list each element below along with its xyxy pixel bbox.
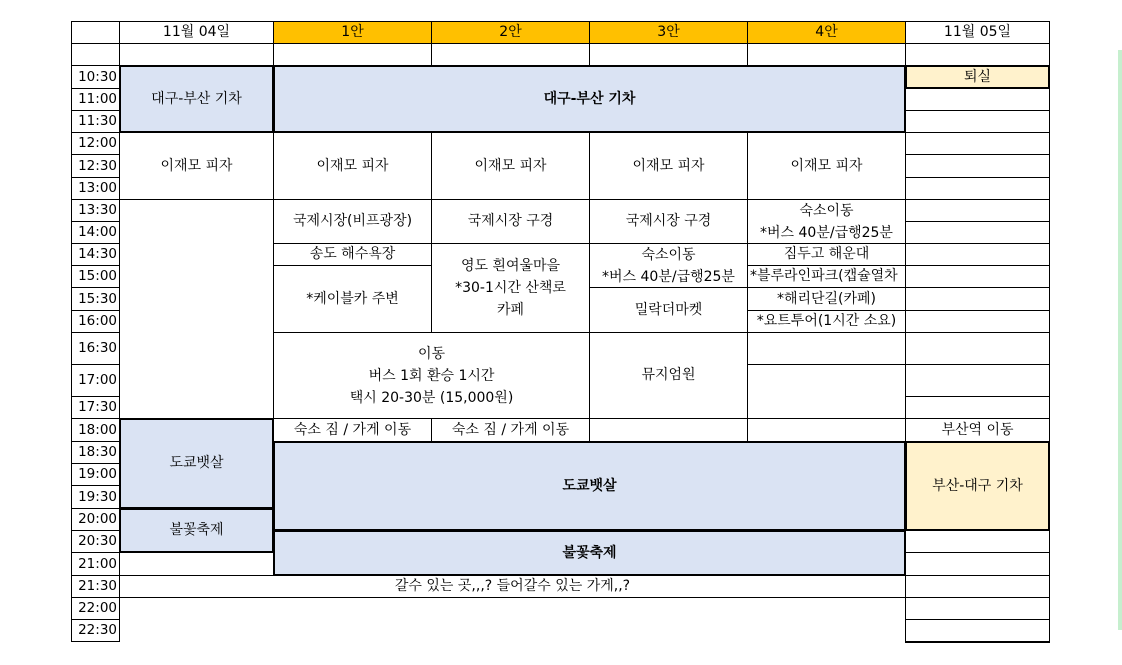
time-cell[interactable]: 13:30 (71, 199, 120, 222)
plan4-move[interactable]: 숙소이동 *버스 40분/급행25분 (747, 199, 906, 244)
day2-empty-cell[interactable] (905, 199, 1050, 222)
plan1-beach[interactable]: 송도 해수욕장 (273, 243, 432, 266)
day2-empty-cell[interactable] (905, 310, 1050, 333)
empty-subheader-cell[interactable] (273, 43, 432, 66)
day1-festival[interactable]: 불꽃축제 (119, 508, 274, 553)
plan4-lunch[interactable]: 이재모 피자 (747, 132, 906, 200)
plan3-market[interactable]: 국제시장 구경 (589, 199, 748, 244)
day2-empty-cell[interactable] (905, 265, 1050, 288)
time-cell[interactable]: 10:30 (71, 65, 120, 89)
corner-cell[interactable] (71, 21, 120, 44)
day2-empty-cell[interactable] (905, 132, 1050, 155)
plan1-luggage[interactable]: 숙소 짐 / 가게 이동 (273, 418, 432, 442)
day2-empty-cell[interactable] (905, 619, 1050, 642)
empty-subheader-cell[interactable] (589, 43, 748, 66)
empty-subheader-cell[interactable] (431, 43, 590, 66)
day2-checkout[interactable]: 퇴실 (905, 65, 1050, 89)
time-cell[interactable]: 16:30 (71, 332, 120, 365)
plan2-luggage[interactable]: 숙소 짐 / 가게 이동 (431, 418, 590, 442)
plans-late-night[interactable]: 갈수 있는 곳,,,? 들어갈수 있는 가게,,? (119, 575, 906, 598)
header-day1[interactable]: 11월 04일 (119, 21, 274, 44)
day2-empty-cell[interactable] (905, 597, 1050, 620)
day1-dinner[interactable]: 도쿄뱃살 (119, 418, 274, 509)
day2-empty-cell[interactable] (905, 575, 1050, 598)
day2-empty-cell[interactable] (905, 332, 1050, 365)
time-cell[interactable]: 14:00 (71, 221, 120, 244)
time-cell[interactable]: 18:30 (71, 441, 120, 464)
time-cell[interactable]: 12:00 (71, 132, 120, 155)
header-plan2[interactable]: 2안 (431, 21, 590, 44)
plan3-move[interactable]: 숙소이동 *버스 40분/급행25분 (589, 243, 748, 288)
plans-train[interactable]: 대구-부산 기차 (273, 65, 906, 133)
plan2-market[interactable]: 국제시장 구경 (431, 199, 590, 244)
time-cell[interactable]: 21:00 (71, 552, 120, 576)
plan4-haeundae[interactable]: 짐두고 해운대 (747, 243, 906, 266)
day1-empty-afternoon[interactable] (119, 199, 274, 419)
time-cell[interactable]: 18:00 (71, 418, 120, 442)
day2-empty-cell[interactable] (905, 243, 1050, 266)
plan2-yeongdo[interactable]: 영도 흰여울마을 *30-1시간 산책로 카페 (431, 243, 590, 333)
time-cell[interactable]: 20:00 (71, 508, 120, 531)
plan4-empty[interactable] (747, 418, 906, 442)
plans12-move[interactable]: 이동 버스 1회 환승 1시간 택시 20-30분 (15,000원) (273, 332, 590, 419)
day2-empty-cell[interactable] (905, 396, 1050, 419)
day1-train[interactable]: 대구-부산 기차 (119, 65, 274, 133)
plan2-lunch[interactable]: 이재모 피자 (431, 132, 590, 200)
empty-subheader-cell[interactable] (71, 43, 120, 66)
day2-empty-cell[interactable] (905, 88, 1050, 111)
time-cell[interactable]: 15:00 (71, 265, 120, 288)
empty-subheader-cell[interactable] (119, 43, 274, 66)
day2-empty-cell[interactable] (905, 221, 1050, 244)
day2-empty-cell[interactable] (905, 154, 1050, 178)
plan4-haeridan[interactable]: *해리단길(카페) (747, 287, 906, 311)
plan4-empty[interactable] (747, 364, 906, 419)
plan4-empty[interactable] (747, 332, 906, 365)
time-cell[interactable]: 11:30 (71, 110, 120, 133)
plan3-museum[interactable]: 뮤지엄원 (589, 332, 748, 419)
day2-empty-cell[interactable] (905, 364, 1050, 397)
time-cell[interactable]: 15:30 (71, 287, 120, 311)
time-cell[interactable]: 13:00 (71, 177, 120, 200)
day2-empty-cell[interactable] (905, 641, 1050, 643)
schedule-sheet (72, 22, 1050, 642)
header-plan3[interactable]: 3안 (589, 21, 748, 44)
day2-return-train[interactable]: 부산-대구 기차 (905, 441, 1050, 531)
header-day2[interactable]: 11월 05일 (905, 21, 1050, 44)
plan1-cablecar[interactable]: *케이블카 주변 (273, 265, 432, 333)
day1-lunch[interactable]: 이재모 피자 (119, 132, 274, 200)
header-plan1[interactable]: 1안 (273, 21, 432, 44)
time-cell[interactable]: 20:30 (71, 530, 120, 553)
time-cell[interactable]: 22:00 (71, 597, 120, 620)
time-cell[interactable]: 14:30 (71, 243, 120, 266)
empty-subheader-cell[interactable] (905, 43, 1050, 66)
plan3-empty[interactable] (589, 418, 748, 442)
day2-empty-cell[interactable] (905, 287, 1050, 311)
time-cell[interactable]: 19:00 (71, 463, 120, 486)
time-cell[interactable]: 12:30 (71, 154, 120, 178)
time-cell[interactable]: 16:00 (71, 310, 120, 333)
empty-subheader-cell[interactable] (747, 43, 906, 66)
day2-empty-cell[interactable] (905, 177, 1050, 200)
time-cell[interactable]: 17:00 (71, 364, 120, 397)
day2-empty-cell[interactable] (905, 552, 1050, 576)
plans-festival[interactable]: 불꽃축제 (273, 530, 906, 576)
day2-empty-cell[interactable] (905, 530, 1050, 553)
plan1-lunch[interactable]: 이재모 피자 (273, 132, 432, 200)
time-cell[interactable]: 21:30 (71, 575, 120, 598)
time-cell[interactable]: 11:00 (71, 88, 120, 111)
plan3-lunch[interactable]: 이재모 피자 (589, 132, 748, 200)
plan4-blueline[interactable]: *블루라인파크(캡슐열차 (747, 265, 906, 288)
time-cell[interactable]: 22:30 (71, 619, 120, 642)
time-cell[interactable]: 17:30 (71, 396, 120, 419)
header-plan4[interactable]: 4안 (747, 21, 906, 44)
time-cell[interactable]: 19:30 (71, 485, 120, 509)
plan3-millak[interactable]: 밀락더마켓 (589, 287, 748, 333)
scroll-edge (1118, 50, 1122, 630)
plan1-market[interactable]: 국제시장(비프광장) (273, 199, 432, 244)
plans-dinner[interactable]: 도쿄뱃살 (273, 441, 906, 531)
day2-empty-cell[interactable] (905, 110, 1050, 133)
day2-to-station[interactable]: 부산역 이동 (905, 418, 1050, 442)
plan4-yacht[interactable]: *요트투어(1시간 소요) (747, 310, 906, 333)
